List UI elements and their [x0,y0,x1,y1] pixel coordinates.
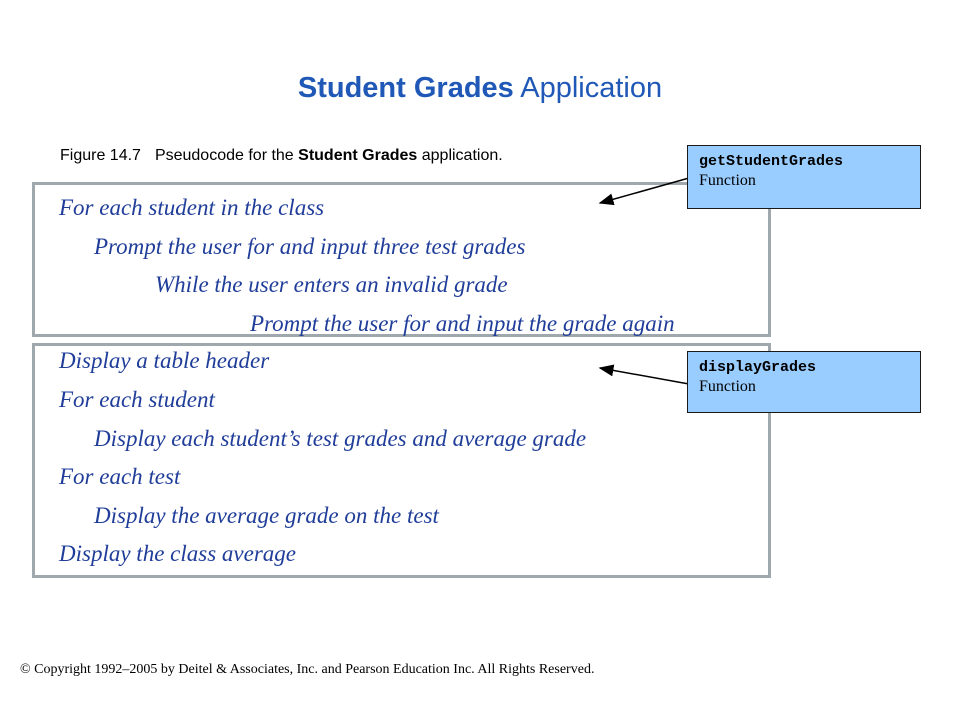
caption-text-after: application. [417,147,503,164]
callout-function-name: getStudentGrades [699,153,844,170]
display-grades-callout [687,351,921,413]
pseudocode-line: While the user enters an invalid grade [155,272,508,297]
caption-app-name: Student Grades [298,147,418,164]
callout-kind: Function [699,378,756,395]
pseudocode-line: Display a table header [59,348,270,373]
slide-title-rest: Application [513,72,663,104]
caption-text-before: Pseudocode for the [154,147,299,164]
callout-function-name: displayGrades [699,359,817,376]
figure-number: Figure 14.7 [60,147,141,164]
pseudocode-line: Prompt the user for and input three test grades [94,234,526,259]
pseudocode-line: Display the average grade on the test [94,503,439,528]
pseudocode-line: For each student [59,387,215,412]
get-grades-arrow [600,178,689,203]
copyright-footer: © Copyright 1992–2005 by Deitel & Associates, Inc. and Pearson Education Inc. All Rights Reserved. [20,662,595,677]
pseudocode-line: Display each student’s test grades and average grade [94,426,587,451]
pseudocode-line: Display the class average [59,541,296,566]
display-grades-arrow [600,368,689,384]
pseudocode-line: Prompt the user for and input the grade again [250,311,675,336]
get-student-grades-callout [687,145,921,209]
callout-kind: Function [699,172,756,189]
pseudocode-line: For each student in the class [59,195,325,220]
slide-title-bold: Student Grades [297,72,514,104]
pseudocode-line: For each test [59,464,181,489]
